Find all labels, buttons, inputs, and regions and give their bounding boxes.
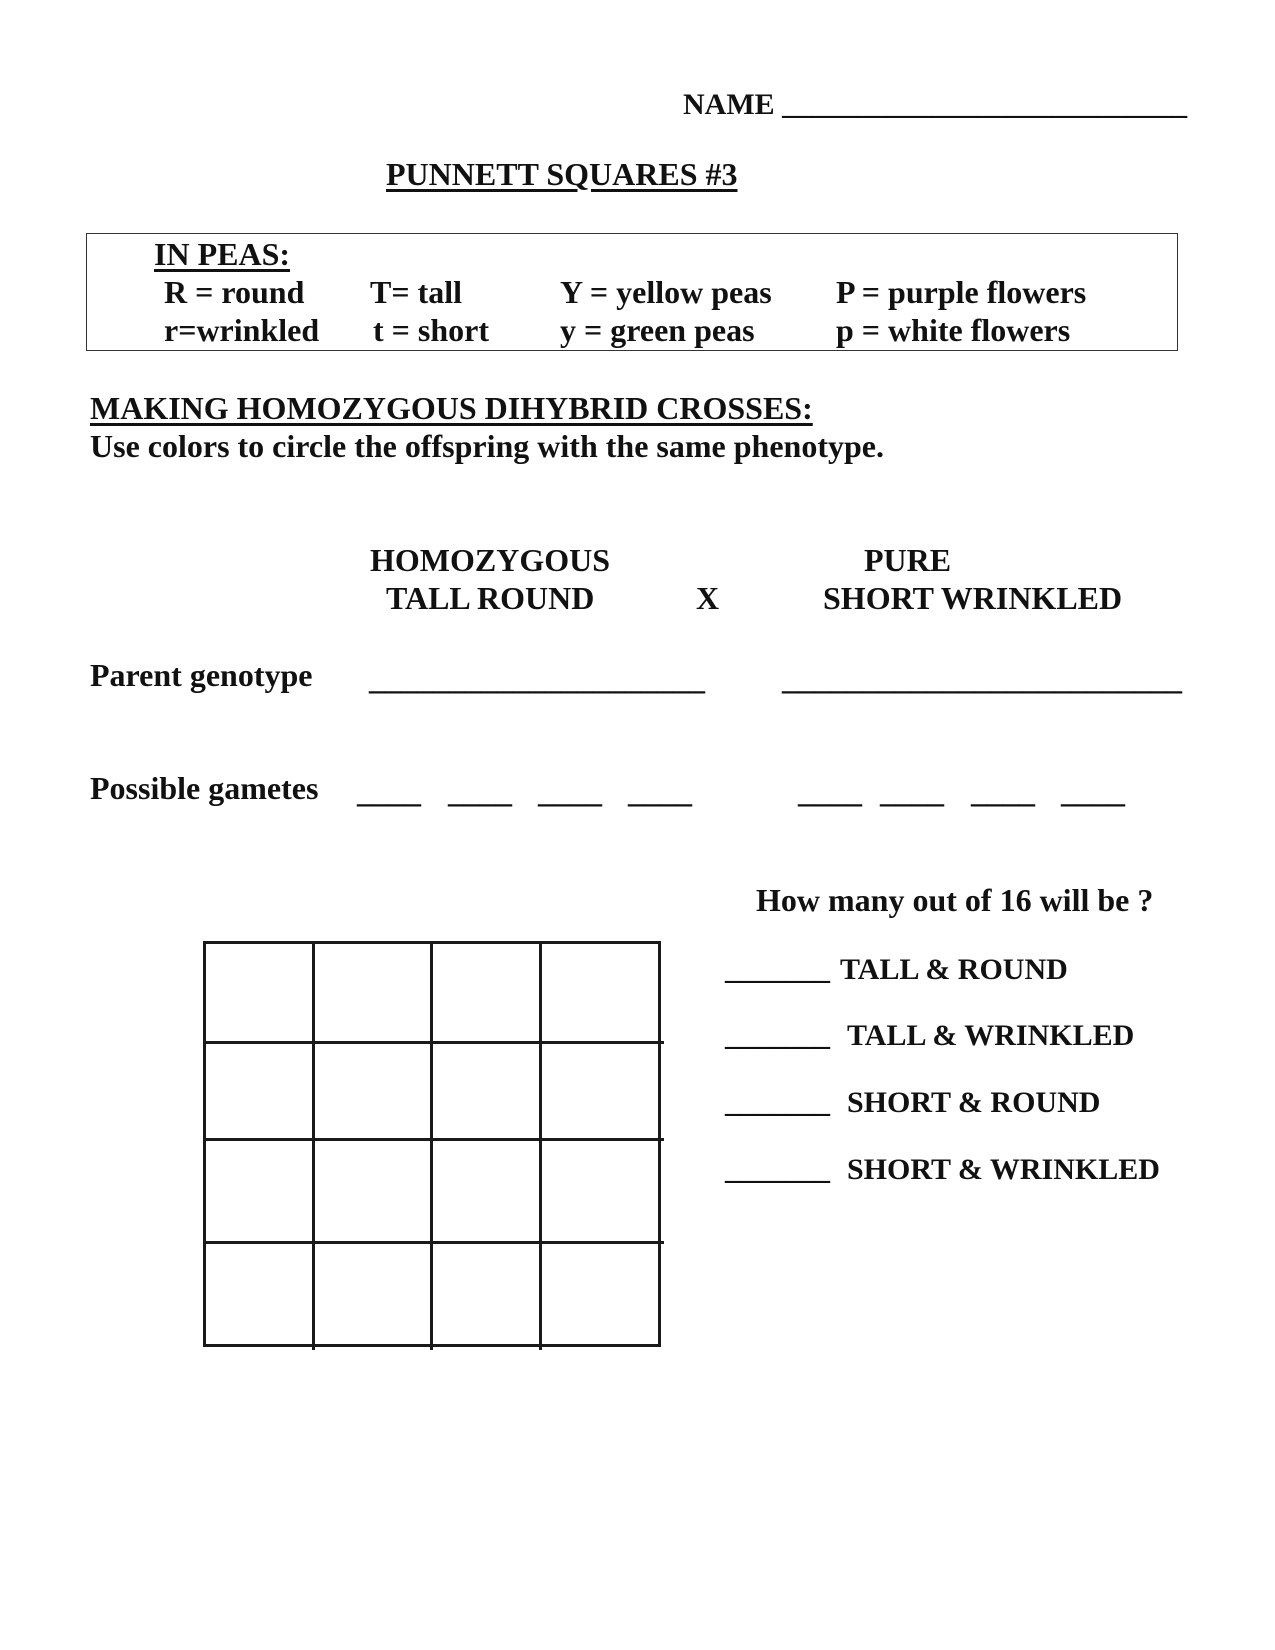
answer-blank-tall-wrinkled[interactable]: _______ bbox=[725, 1019, 830, 1052]
key-white-flowers: p = white flowers bbox=[836, 312, 1071, 348]
name-field[interactable]: NAME ___________________________ bbox=[683, 88, 1188, 121]
punnett-cell[interactable] bbox=[315, 944, 433, 1044]
question-prompt: How many out of 16 will be ? bbox=[756, 882, 1154, 918]
punnett-cell[interactable] bbox=[315, 1141, 433, 1244]
parent2-line2: SHORT WRINKLED bbox=[823, 580, 1123, 616]
key-wrinkled: r=wrinkled bbox=[164, 312, 320, 348]
gamete-blank[interactable]: ____ bbox=[628, 773, 692, 809]
key-tall: T= tall bbox=[370, 274, 463, 310]
genotype-blank-1[interactable]: _____________________ bbox=[369, 660, 705, 696]
genotype-blank-2[interactable]: _________________________ bbox=[782, 660, 1182, 696]
key-heading: IN PEAS: bbox=[154, 236, 291, 272]
section-heading: MAKING HOMOZYGOUS DIHYBRID CROSSES: bbox=[90, 390, 813, 426]
answer-label-short-round: SHORT & ROUND bbox=[847, 1086, 1101, 1119]
punnett-cell[interactable] bbox=[433, 944, 542, 1044]
punnett-cell[interactable] bbox=[206, 1244, 315, 1350]
punnett-cell[interactable] bbox=[206, 944, 315, 1044]
punnett-cell[interactable] bbox=[542, 944, 664, 1044]
answer-label-tall-wrinkled: TALL & WRINKLED bbox=[847, 1019, 1135, 1052]
punnett-cell[interactable] bbox=[542, 1044, 664, 1141]
key-yellow-peas: Y = yellow peas bbox=[560, 274, 772, 310]
answer-blank-short-wrinkled[interactable]: _______ bbox=[725, 1153, 830, 1186]
cross-symbol: X bbox=[696, 580, 720, 616]
punnett-cell[interactable] bbox=[542, 1244, 664, 1350]
gamete-blank[interactable]: ____ bbox=[1061, 773, 1125, 809]
gametes-label: Possible gametes bbox=[90, 770, 319, 806]
punnett-cell[interactable] bbox=[315, 1244, 433, 1350]
parent2-line1: PURE bbox=[864, 542, 952, 578]
punnett-cell[interactable] bbox=[542, 1141, 664, 1244]
gamete-blank[interactable]: ____ bbox=[971, 773, 1035, 809]
gamete-blank[interactable]: ____ bbox=[880, 773, 944, 809]
punnett-cell[interactable] bbox=[315, 1044, 433, 1141]
punnett-square-grid bbox=[203, 941, 661, 1347]
key-short: t = short bbox=[373, 312, 489, 348]
parent1-line1: HOMOZYGOUS bbox=[370, 542, 611, 578]
answer-label-tall-round: TALL & ROUND bbox=[840, 953, 1068, 986]
answer-label-short-wrinkled: SHORT & WRINKLED bbox=[847, 1153, 1160, 1186]
page-title: PUNNETT SQUARES #3 bbox=[386, 156, 738, 192]
gamete-blank[interactable]: ____ bbox=[357, 773, 421, 809]
answer-blank-tall-round[interactable]: _______ bbox=[725, 953, 830, 986]
key-green-peas: y = green peas bbox=[560, 312, 755, 348]
gamete-blank[interactable]: ____ bbox=[538, 773, 602, 809]
gamete-blank[interactable]: ____ bbox=[798, 773, 862, 809]
gamete-blank[interactable]: ____ bbox=[448, 773, 512, 809]
genotype-label: Parent genotype bbox=[90, 657, 313, 693]
punnett-cell[interactable] bbox=[433, 1044, 542, 1141]
punnett-cell[interactable] bbox=[433, 1244, 542, 1350]
punnett-cell[interactable] bbox=[206, 1044, 315, 1141]
punnett-cell[interactable] bbox=[206, 1141, 315, 1244]
section-instruction: Use colors to circle the offspring with the same phenotype. bbox=[90, 428, 884, 464]
parent1-line2: TALL ROUND bbox=[386, 580, 595, 616]
answer-blank-short-round[interactable]: _______ bbox=[725, 1086, 830, 1119]
key-purple-flowers: P = purple flowers bbox=[836, 274, 1087, 310]
key-round: R = round bbox=[164, 274, 305, 310]
punnett-cell[interactable] bbox=[433, 1141, 542, 1244]
